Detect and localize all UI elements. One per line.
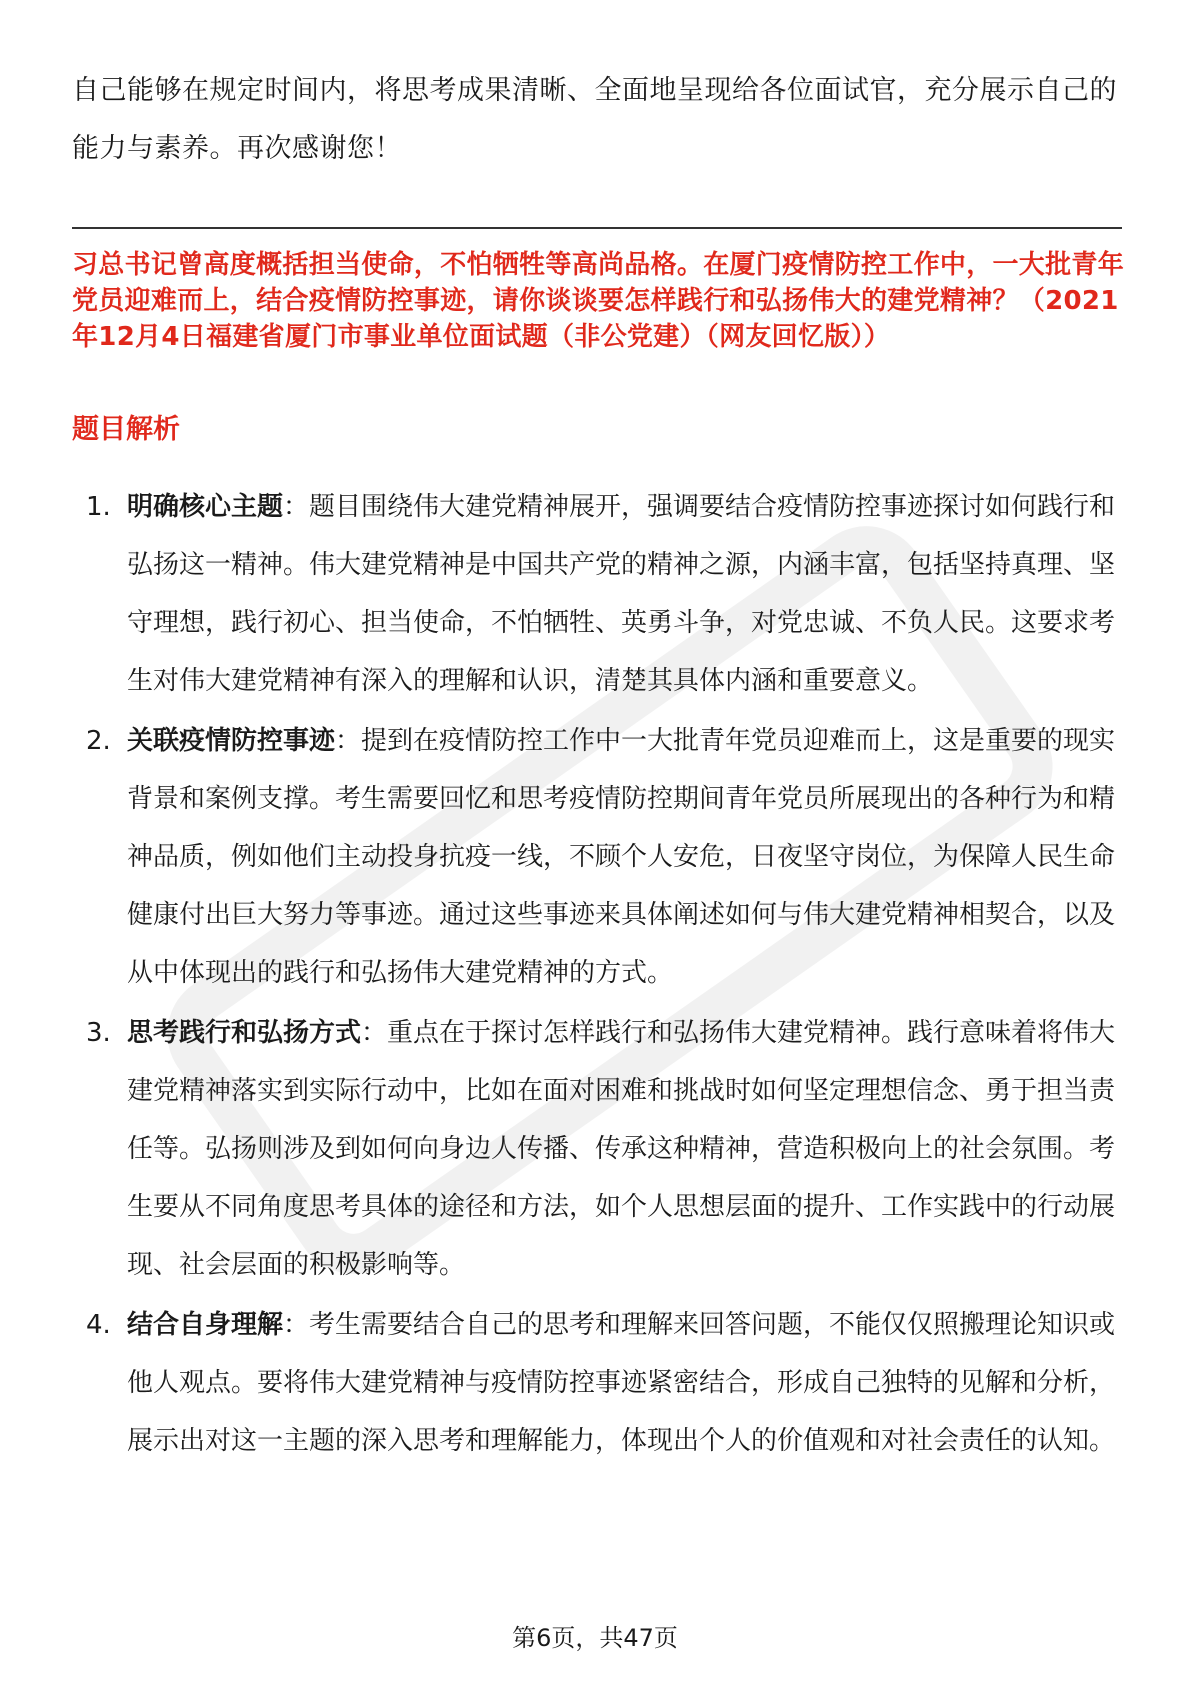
item-heading: 关联疫情防控事迹: [127, 726, 336, 756]
analysis-item: [72, 478, 1132, 710]
item-number: 1.: [86, 492, 111, 522]
item-text: ：重点在于探讨怎样践行和弘扬伟大建党精神。践行意味着将伟大建党精神落实到实际行动中，比如在面对困难和挑战时如何坚定理想信念、勇于担当责任等。弘扬则涉及到如何向身边人传播、传承这种精神，营造积极向上的社会氛围。考生要从不同角度思考具体的途径和方法，如个人思想层面的提升、工作实践中的行动展现、社会层面的积极影响等。: [127, 1018, 1116, 1280]
item-number: 3.: [86, 1018, 111, 1048]
page-number: 第6页，共47页: [512, 1624, 678, 1652]
question-title: 习总书记曾高度概括担当使命，不怕牺牲等高尚品格。在厦门疫情防控工作中，一大批青年党员迎难而上，结合疫情防控事迹，请你谈谈要怎样践行和弘扬伟大的建党精神？（2021年12月4日福建省厦门市事业单位面试题（非公党建）（网友回忆版））: [72, 250, 1125, 352]
item-heading: 明确核心主题: [127, 492, 284, 522]
item-text: ：题目围绕伟大建党精神展开，强调要结合疫情防控事迹探讨如何践行和弘扬这一精神。伟大建党精神是中国共产党的精神之源，内涵丰富，包括坚持真理、坚守理想，践行初心、担当使命，不怕牺牲、英勇斗争，对党忠诚、不负人民。这要求考生对伟大建党精神有深入的理解和认识，清楚其具体内涵和重要意义。: [127, 492, 1116, 696]
item-text: ：提到在疫情防控工作中一大批青年党员迎难而上，这是重要的现实背景和案例支撑。考生需要回忆和思考疫情防控期间青年党员所展现出的各种行为和精神品质，例如他们主动投身抗疫一线，不顾个人安危，日夜坚守岗位，为保障人民生命健康付出巨大努力等事迹。通过这些事迹来具体阐述如何与伟大建党精神相契合，以及从中体现出的践行和弘扬伟大建党精神的方式。: [127, 726, 1116, 988]
analysis-item: [72, 1296, 1132, 1470]
analysis-list: [72, 478, 1132, 1472]
intro-paragraph: 自己能够在规定时间内，将思考成果清晰、全面地呈现给各位面试官，充分展示自己的能力与素养。再次感谢您！: [72, 75, 1117, 164]
item-heading: 思考践行和弘扬方式: [127, 1018, 362, 1048]
analysis-item: [72, 1004, 1132, 1294]
item-heading: 结合自身理解: [127, 1310, 284, 1340]
analysis-heading: 题目解析: [72, 414, 180, 445]
item-number: 2.: [86, 726, 111, 756]
item-text: ：考生需要结合自己的思考和理解来回答问题，不能仅仅照搬理论知识或他人观点。要将伟大建党精神与疫情防控事迹紧密结合，形成自己独特的见解和分析，展示出对这一主题的深入思考和理解能力，体现出个人的价值观和对社会责任的认知。: [127, 1310, 1116, 1456]
analysis-item: [72, 712, 1132, 1002]
section-divider: [72, 227, 1122, 229]
item-number: 4.: [86, 1310, 111, 1340]
